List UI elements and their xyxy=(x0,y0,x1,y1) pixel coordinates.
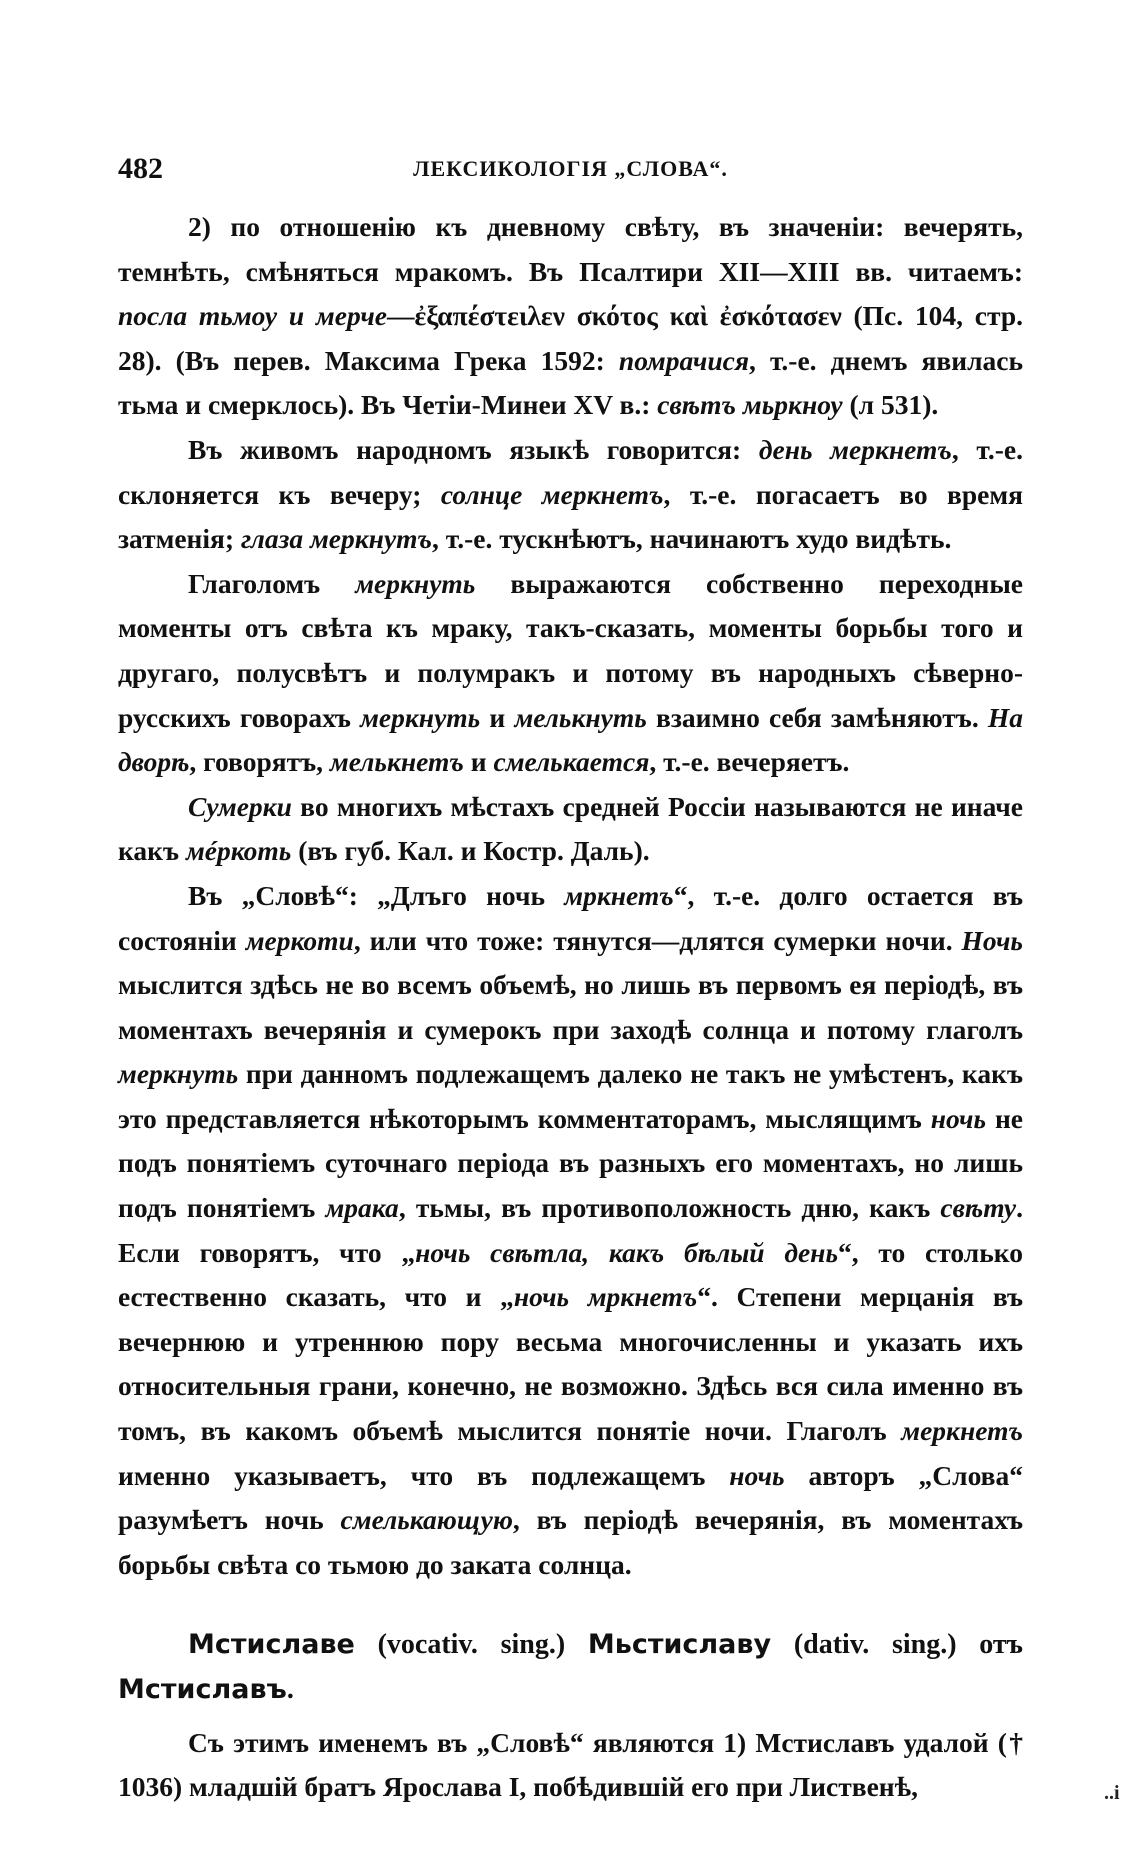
italic-phrase: мркнетъ xyxy=(564,879,674,911)
text-run: именно указываетъ, что въ подлежащемъ xyxy=(118,1459,730,1491)
italic-phrase: глаза меркнутъ xyxy=(240,523,433,555)
italic-phrase: меркнуть xyxy=(118,1058,239,1090)
text-run: “, то столько естественно сказать, что и „ xyxy=(118,1236,1023,1313)
paragraph-3 xyxy=(118,562,1023,785)
italic-phrase: день меркнетъ xyxy=(758,433,952,465)
italic-phrase: Ночь xyxy=(961,924,1023,956)
text-run: Въ „Словѣ“: „Длъго ночь xyxy=(188,879,565,911)
text-run: —ἐξαπέστειλεν σκότος καὶ ἐσκότασεν (Пс. 104, стр. 28). (Въ перев. Максима Грека 1592: xyxy=(118,300,1023,376)
entry-heading xyxy=(118,1623,1023,1712)
italic-phrase: мрака xyxy=(325,1192,399,1224)
text-run: авторъ „Слова“ разумѣетъ ночь xyxy=(118,1459,1024,1536)
text-run: . xyxy=(286,1674,294,1705)
paragraph-6 xyxy=(118,1721,1023,1810)
text-run: , въ періодѣ вечерянія, въ моментахъ борьбы свѣта со тьмою до заката солнца. xyxy=(118,1504,1023,1580)
page-number: 482 xyxy=(118,152,163,185)
italic-phrase: мéркоть xyxy=(185,835,292,867)
quoted-form: свѣтъ мьркноу xyxy=(657,389,843,421)
italic-phrase: меркоти xyxy=(245,924,354,956)
italic-phrase: мелькнетъ xyxy=(329,746,464,778)
quoted-form: посла тьмоу и мерче xyxy=(118,300,387,332)
text-run: , т.-е. днемъ явилась тьма и смерклось). Въ Четіи-Минеи XV в.: xyxy=(118,344,1024,421)
paragraph-5 xyxy=(118,874,1023,1588)
running-title: ЛЕКСИКОЛОГІЯ „СЛОВА“. xyxy=(413,156,728,181)
text-run: Въ живомъ народномъ языкѣ говорится: xyxy=(188,433,759,465)
italic-phrase: меркнетъ xyxy=(901,1415,1023,1447)
italic-phrase: смелькается xyxy=(493,746,650,778)
grammar-note: (dativ. sing.) отъ xyxy=(771,1629,1023,1661)
paragraph-2 xyxy=(118,428,1023,562)
corner-mark: ..i xyxy=(1104,1782,1120,1804)
italic-phrase: ночь xyxy=(930,1102,987,1134)
paragraph-1 xyxy=(118,205,1023,428)
text-run: выражаются собственно переходные моменты отъ свѣта къ мраку, такъ-сказать, моменты борьбы того и другаго, полусвѣтъ и полумракъ и потому въ народныхъ сѣверно-русскихъ говорахъ xyxy=(118,567,1023,733)
text-run: взаимно себя замѣняютъ. xyxy=(646,701,988,733)
text-run: (л 531). xyxy=(842,389,939,421)
text-run: , тьмы, въ противоположность дню, какъ xyxy=(398,1192,941,1224)
italic-phrase: ночь свѣтла, какъ бѣлый день xyxy=(415,1236,839,1268)
italic-phrase: свѣту xyxy=(940,1192,1017,1224)
text-run: мыслится здѣсь не во всемъ объемѣ, но лишь въ первомъ ея періодѣ, въ моментахъ вечерянія и сумерокъ при заходѣ солнца и потому глаголъ xyxy=(118,969,1023,1045)
text-run: при данномъ подлежащемъ далеко не такъ не умѣстенъ, какъ это представляется нѣкоторымъ комментаторамъ, мыслящимъ xyxy=(118,1058,1023,1134)
text-run: , или что тоже: тянутся—длятся сумерки ночи. xyxy=(353,924,962,956)
text-run: , говорятъ, xyxy=(189,746,330,778)
text-run: . Если говорятъ, что „ xyxy=(118,1192,1023,1268)
italic-phrase: смелькающую xyxy=(340,1504,513,1536)
text-run: 2) по отношенію къ дневному свѣту, въ значеніи: вечерять, темнѣть, смѣняться мракомъ. Въ Псалтири XII—XIII вв. читаемъ: xyxy=(118,211,1023,287)
text-run: , т.-е. вечеряетъ. xyxy=(649,746,850,778)
body-text xyxy=(118,205,1023,1810)
italic-phrase: меркнуть xyxy=(355,567,476,599)
text-run: , т.-е. погасаетъ во время затменія; xyxy=(118,478,1023,555)
grammar-note: (vocativ. sing.) xyxy=(354,1629,588,1661)
text-run: Съ этимъ именемъ въ „Словѣ“ являются 1) Мстиславъ удалой († 1036) младшій братъ Ярослава I, побѣдившій его при Лиственѣ, xyxy=(118,1726,1023,1803)
italic-phrase: Сумерки xyxy=(188,790,292,822)
headword-base: Мстиславъ xyxy=(118,1674,287,1705)
text-run: “. Степени мерцанія въ вечернюю и утреннюю пору весьма многочисленны и указать ихъ относительныя грани, конечно, не возможно. Здѣсь вся сила именно въ томъ, въ какомъ объемѣ мыслится понятіе ночи. Глаголъ xyxy=(118,1281,1024,1447)
text-run: , т.-е. склоняется къ вечеру; xyxy=(118,433,1023,510)
text-run: , т.-е. тускнѣютъ, начинаютъ худо видѣть. xyxy=(432,523,952,555)
text-run: (въ губ. Кал. и Костр. Даль). xyxy=(291,835,650,867)
italic-phrase: солнце меркнетъ xyxy=(440,478,664,510)
text-run: Глаголомъ xyxy=(188,567,356,599)
page-header xyxy=(118,152,1023,192)
italic-phrase: ночь мркнетъ xyxy=(513,1281,698,1313)
paragraph-4 xyxy=(118,785,1023,874)
headword-vocative: Мстиславе xyxy=(188,1629,355,1661)
text-run: не подъ понятіемъ суточнаго періода въ разныхъ его моментахъ, но лишь подъ понятіемъ xyxy=(118,1102,1023,1224)
italic-phrase: мелькнуть xyxy=(514,701,647,733)
text-run: и xyxy=(463,746,494,778)
italic-phrase: меркнуть xyxy=(360,701,481,733)
quoted-form: помрачися xyxy=(618,344,749,376)
headword-dative: Мьстиславу xyxy=(587,1629,772,1661)
text-run: и xyxy=(480,701,515,733)
italic-phrase: На дворѣ xyxy=(118,701,1024,778)
text-run: во многихъ мѣстахъ средней Россіи называются не иначе какъ xyxy=(118,790,1023,867)
text-run: “, т.-е. долго остается въ состояніи xyxy=(118,879,1024,956)
italic-phrase: ночь xyxy=(729,1459,785,1491)
